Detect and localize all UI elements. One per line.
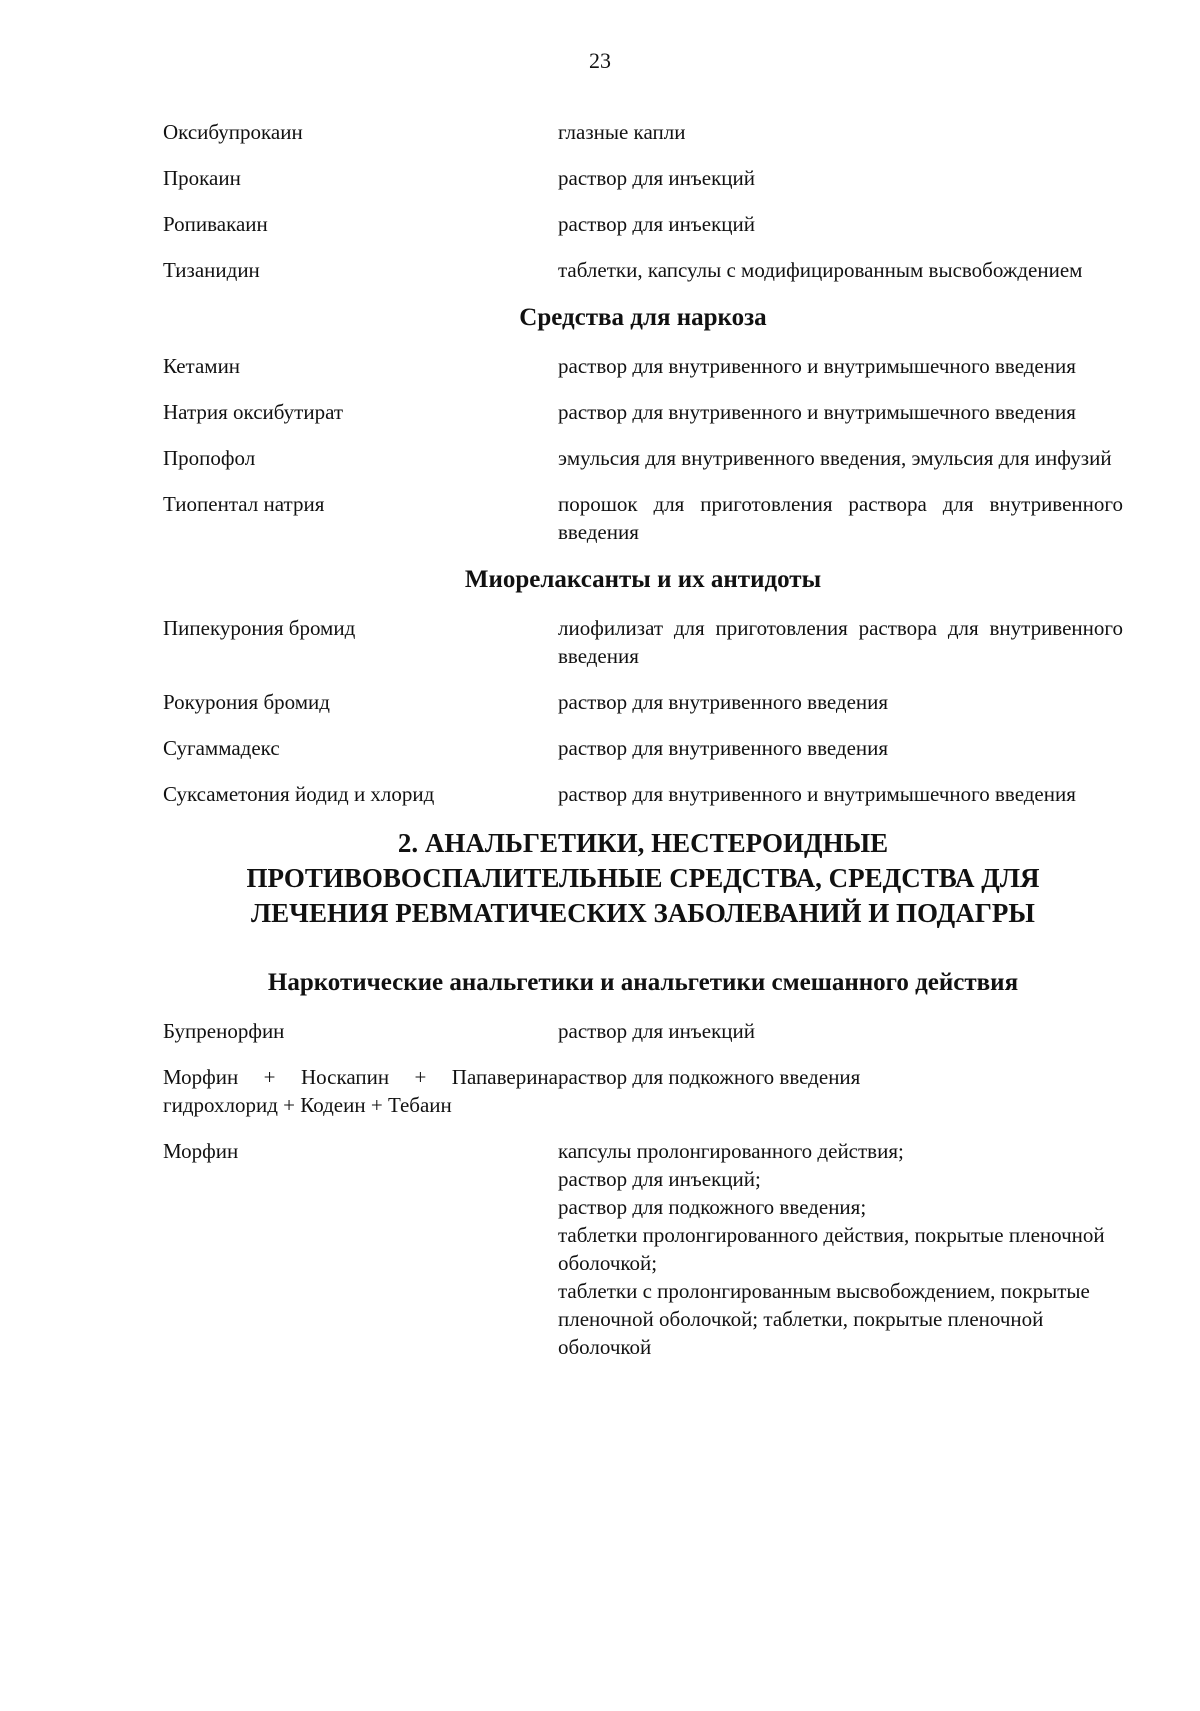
drug-name: Пропофол (163, 446, 256, 470)
drug-form: лиофилизат для приготовления раствора для внутривенного введения (558, 616, 1123, 668)
drug-form-line: раствор для подкожного введения; (558, 1195, 867, 1219)
drug-row (163, 210, 1123, 238)
drug-form: раствор для инъекций (558, 1019, 755, 1043)
drug-row (163, 1017, 1123, 1045)
drug-row (163, 118, 1123, 146)
drug-name: Морфин (163, 1139, 239, 1163)
drug-form: раствор для подкожного введения (558, 1065, 861, 1089)
chapter-heading-line: ПРОТИВОВОСПАЛИТЕЛЬНЫЕ СРЕДСТВА, СРЕДСТВА ДЛЯ (246, 863, 1040, 893)
drug-name: Рокурония бромид (163, 690, 330, 714)
drug-name: Кетамин (163, 354, 241, 378)
drug-row (163, 734, 1123, 762)
drug-form: эмульсия для внутривенного введения, эмульсия для инфузий (558, 446, 1112, 470)
drug-name: Натрия оксибутират (163, 400, 344, 424)
drug-form: раствор для внутривенного введения (558, 690, 889, 714)
section-anesthesia (163, 352, 1123, 546)
drug-form: раствор для внутривенного и внутримышечного введения (558, 354, 1076, 378)
drug-name: Бупренорфин (163, 1019, 285, 1043)
drug-name: Суксаметония йодид и хлорид (163, 782, 435, 806)
section-narcotic-analgesics (163, 1017, 1123, 1361)
drug-name: Прокаин (163, 166, 241, 190)
drug-form: раствор для внутривенного и внутримышечного введения (558, 782, 1076, 806)
chapter-heading (163, 826, 1123, 931)
drug-form-list (558, 1137, 1123, 1361)
section-heading: Миорелаксанты и их антидоты (464, 566, 822, 593)
section-local-anesthetics (163, 118, 1123, 284)
drug-name: Ропивакаин (163, 212, 268, 236)
drug-name: Тиопентал натрия (163, 492, 325, 516)
drug-row (163, 352, 1123, 380)
section-muscle-relaxants (163, 614, 1123, 808)
drug-form: раствор для внутривенного и внутримышечного введения (558, 400, 1076, 424)
chapter-heading-line: 2. АНАЛЬГЕТИКИ, НЕСТЕРОИДНЫЕ (397, 828, 889, 858)
drug-form: раствор для инъекций (558, 166, 755, 190)
drug-form: глазные капли (558, 120, 686, 144)
drug-row (163, 1137, 1123, 1361)
drug-name: Тизанидин (163, 258, 260, 282)
drug-form: порошок для приготовления раствора для внутривенного введения (558, 492, 1123, 544)
drug-form-line: раствор для инъекций; (558, 1167, 761, 1191)
drug-row (163, 398, 1123, 426)
drug-name: Оксибупрокаин (163, 120, 303, 144)
drug-row (163, 780, 1123, 808)
chapter-heading-line: ЛЕЧЕНИЯ РЕВМАТИЧЕСКИХ ЗАБОЛЕВАНИЙ И ПОДАГРЫ (251, 898, 1035, 928)
section-heading: Наркотические анальгетики и анальгетики смешанного действия (267, 969, 1019, 996)
section-heading: Средства для наркоза (519, 304, 767, 331)
drug-form: раствор для инъекций (558, 212, 755, 236)
drug-name: Пипекурония бромид (163, 616, 356, 640)
drug-form-line: таблетки с пролонгированным высвобождением, покрытые пленочной оболочкой; таблетки, покрытые пленочной оболочкой (558, 1279, 1090, 1359)
document-content (163, 118, 1123, 1379)
drug-row (163, 164, 1123, 192)
drug-row (163, 444, 1123, 472)
drug-row (163, 490, 1123, 546)
drug-row (163, 256, 1123, 284)
drug-form-line: таблетки пролонгированного действия, покрытые пленочной оболочкой; (558, 1223, 1105, 1275)
drug-form: таблетки, капсулы с модифицированным высвобождением (558, 258, 1083, 282)
drug-row (163, 688, 1123, 716)
page-number: 23 (589, 48, 611, 73)
drug-row (163, 614, 1123, 670)
drug-form: раствор для внутривенного введения (558, 736, 889, 760)
drug-name: Сугаммадекс (163, 736, 280, 760)
drug-row (163, 1063, 1123, 1119)
drug-form-line: капсулы пролонгированного действия; (558, 1139, 904, 1163)
drug-name: Морфин + Носкапин + Папаверина гидрохлорид + Кодеин + Тебаин (163, 1065, 558, 1117)
